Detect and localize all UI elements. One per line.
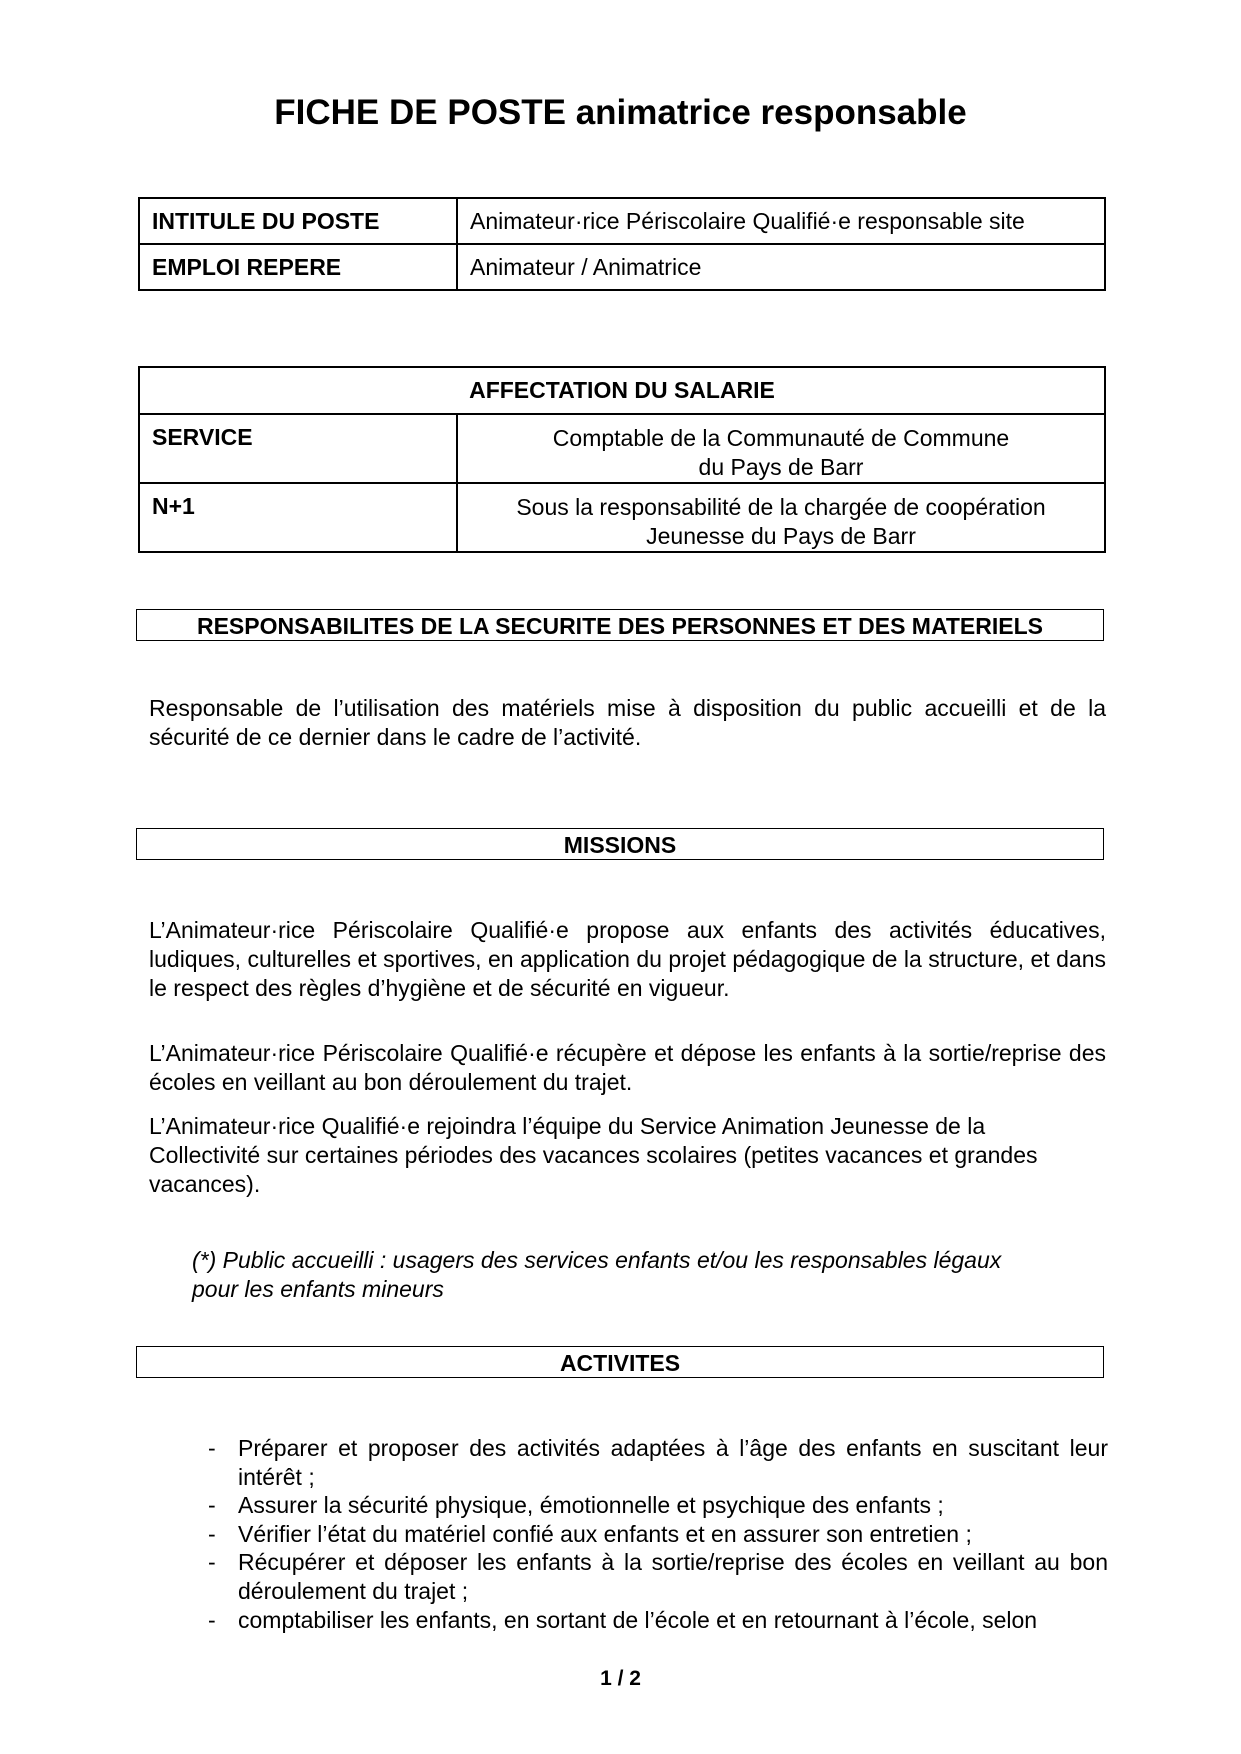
- bullet-dash: -: [208, 1606, 216, 1633]
- service-label: SERVICE: [139, 414, 457, 483]
- bullet-dash: -: [208, 1549, 216, 1576]
- table-row: [139, 483, 1105, 552]
- responsibilities-text: Responsable de l’utilisation des matériels mise à disposition du public accueilli et de la sécurité de ce dernier dans le cadre de l’activité.: [149, 695, 1106, 750]
- section-heading-missions: MISSIONS: [136, 828, 1104, 860]
- service-value-line: Comptable de la Communauté de Commune: [552, 425, 1010, 451]
- list-item: [208, 1434, 1108, 1491]
- assignment-table: [138, 366, 1106, 553]
- note-line: pour les enfants mineurs: [192, 1276, 444, 1302]
- reference-job-label: EMPLOI REPERE: [139, 244, 457, 290]
- missions-paragraph: L’Animateur·rice Périscolaire Qualifié·e récupère et dépose les enfants à la sortie/reprise des écoles en veillant au bon déroulement du trajet.: [149, 1040, 1106, 1095]
- activity-text: Vérifier l’état du matériel confié aux enfants et en assurer son entretien ;: [238, 1520, 972, 1547]
- missions-paragraph: L’Animateur·rice Qualifié·e rejoindra l’équipe du Service Animation Jeunesse de la Collectivité sur certaines périodes des vacances scolaires (petites vacances et grandes vacances).: [149, 1113, 1038, 1197]
- activity-text: comptabiliser les enfants, en sortant de l’école et en retournant à l’école, selon: [238, 1606, 1038, 1633]
- missions-paragraph: L’Animateur·rice Périscolaire Qualifié·e propose aux enfants des activités éducatives, ludiques, culturelles et sportives, en application du projet pédagogique de la structure, et dans le respect des règles d’hygiène et de sécurité en vigueur.: [149, 917, 1106, 1001]
- list-item: [208, 1520, 1108, 1549]
- service-value-line: du Pays de Barr: [698, 454, 864, 480]
- activity-text: Préparer et proposer des activités adaptées à l’âge des enfants en suscitant leur intérêt ;: [238, 1435, 1108, 1490]
- manager-value-line: Jeunesse du Pays de Barr: [646, 523, 916, 549]
- table-row: [139, 198, 1105, 244]
- note-line: (*) Public accueilli : usagers des services enfants et/ou les responsables légaux: [192, 1247, 1002, 1273]
- activity-text: Récupérer et déposer les enfants à la sortie/reprise des écoles en veillant au bon déroulement du trajet ;: [238, 1549, 1108, 1604]
- section-heading-activities: ACTIVITES: [136, 1346, 1104, 1378]
- page-number: 1 / 2: [600, 1667, 641, 1690]
- list-item: [208, 1606, 1108, 1635]
- reference-job-value: Animateur / Animatrice: [457, 244, 1105, 290]
- activity-text: Assurer la sécurité physique, émotionnelle et psychique des enfants ;: [238, 1492, 944, 1519]
- bullet-dash: -: [208, 1492, 216, 1519]
- bullet-dash: -: [208, 1520, 216, 1547]
- list-item: [208, 1491, 1108, 1520]
- table-row: [139, 414, 1105, 483]
- manager-value-line: Sous la responsabilité de la chargée de coopération: [516, 494, 1046, 520]
- job-title-label: INTITULE DU POSTE: [139, 198, 457, 244]
- bullet-dash: -: [208, 1435, 216, 1461]
- page-title: FICHE DE POSTE animatrice responsable: [274, 93, 967, 132]
- assignment-table-header: AFFECTATION DU SALARIE: [139, 367, 1105, 414]
- table-row: [139, 244, 1105, 290]
- activities-list: [208, 1434, 1108, 1634]
- table-header-row: [139, 367, 1105, 414]
- section-heading-responsibilities: RESPONSABILITES DE LA SECURITE DES PERSONNES ET DES MATERIELS: [136, 609, 1104, 641]
- list-item: [208, 1548, 1108, 1605]
- public-note: [192, 1246, 1092, 1304]
- manager-value: [457, 483, 1105, 552]
- manager-label: N+1: [139, 483, 457, 552]
- service-value: [457, 414, 1105, 483]
- job-title-value: Animateur·rice Périscolaire Qualifié·e responsable site: [457, 198, 1105, 244]
- job-info-table: [138, 197, 1106, 291]
